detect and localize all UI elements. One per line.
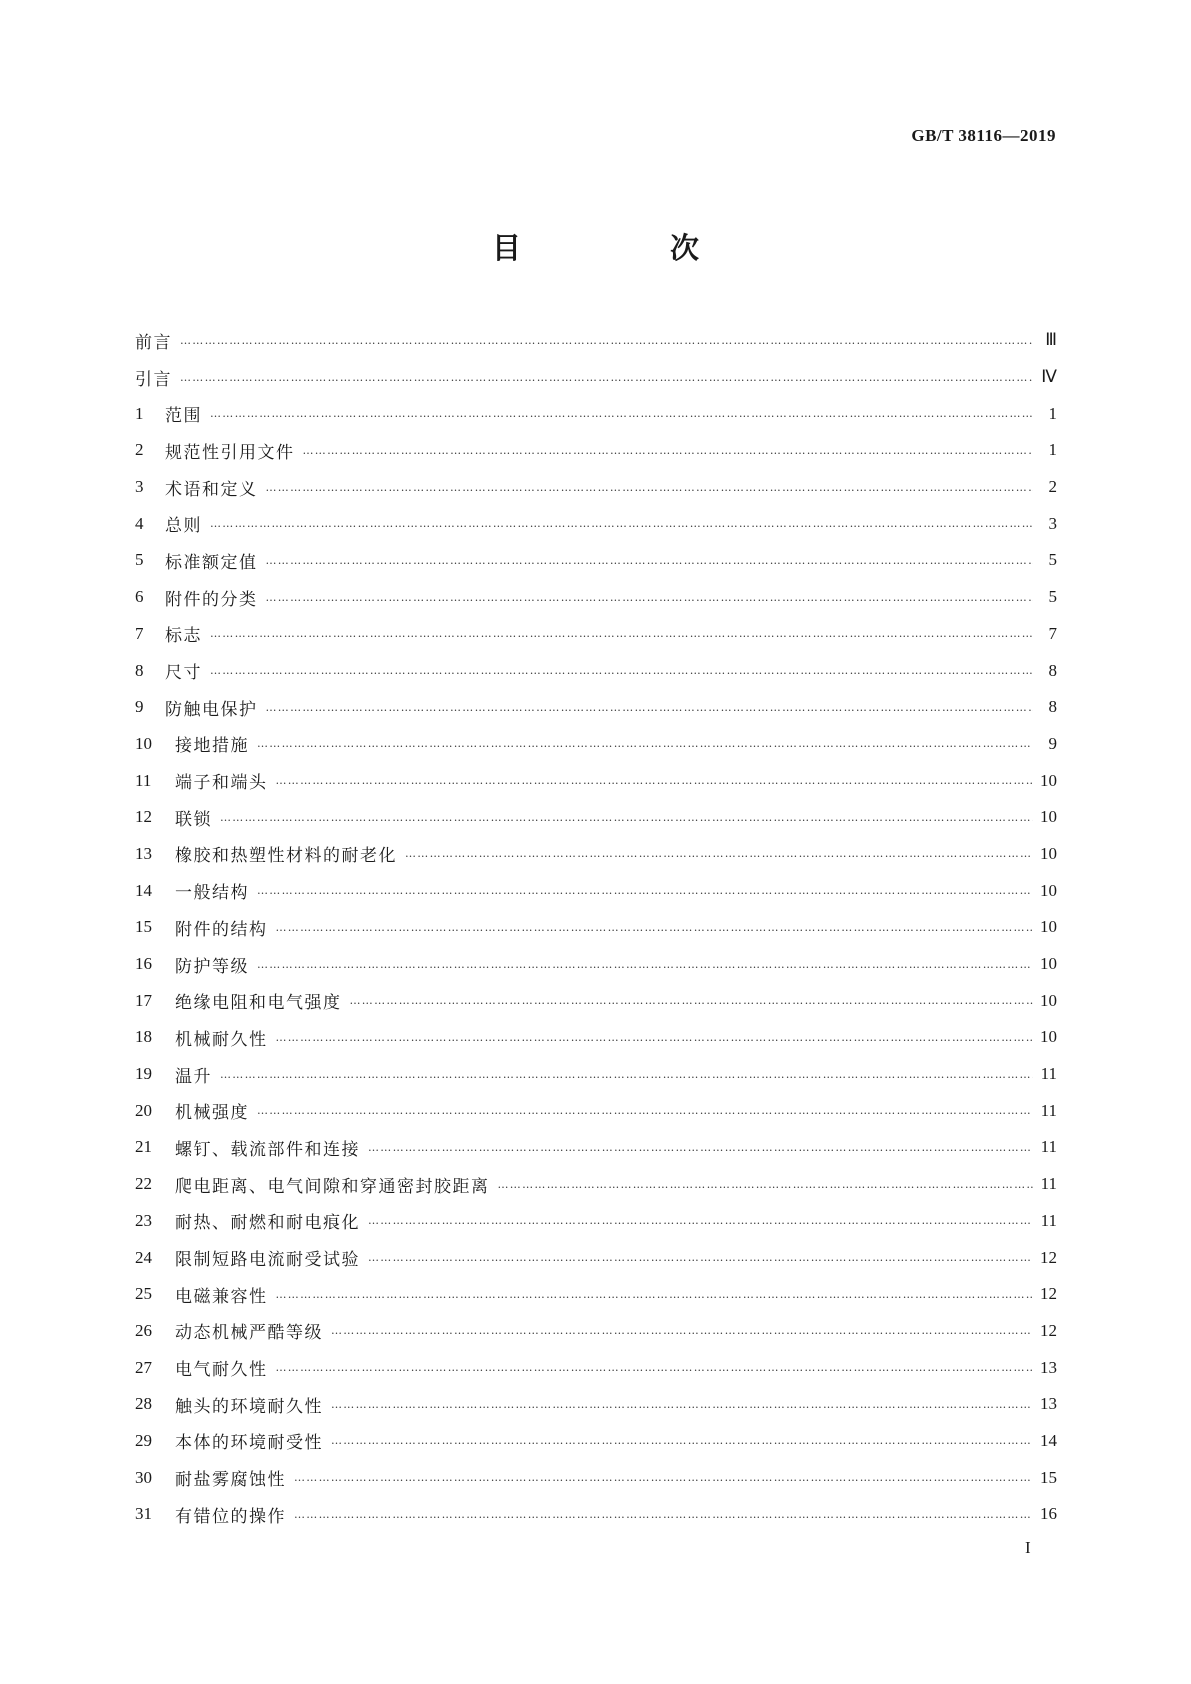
toc-entry-label: 耐热、耐燃和耐电痕化 bbox=[175, 1213, 360, 1234]
toc-entry-label: 防触电保护 bbox=[165, 699, 258, 720]
toc-entry-page: 11 bbox=[1040, 1174, 1057, 1194]
toc-entry-label: 接地措施 bbox=[175, 736, 249, 757]
toc-entry-number: 6 bbox=[135, 587, 144, 607]
toc-entry-number: 21 bbox=[135, 1137, 152, 1157]
toc-leader-dots bbox=[257, 884, 1033, 897]
toc-entry[interactable] bbox=[135, 946, 1057, 983]
toc-entry-page: 9 bbox=[1048, 733, 1057, 753]
toc-entry-page: 16 bbox=[1040, 1504, 1057, 1524]
toc-entry-number: 30 bbox=[135, 1467, 152, 1487]
toc-leader-dots bbox=[257, 737, 1033, 750]
toc-entry[interactable] bbox=[135, 1129, 1057, 1166]
toc-entry-page: 2 bbox=[1048, 477, 1057, 497]
toc-entry-number: 5 bbox=[135, 550, 144, 570]
toc-entry-label: 总则 bbox=[165, 516, 202, 537]
toc-entry-number: 11 bbox=[135, 770, 152, 790]
toc-entry[interactable] bbox=[135, 1276, 1057, 1313]
toc-entry-number: 31 bbox=[135, 1504, 152, 1524]
toc-entry-page: 5 bbox=[1048, 587, 1057, 607]
toc-leader-dots bbox=[331, 1398, 1033, 1411]
toc-entry-number: 24 bbox=[135, 1247, 152, 1267]
toc-entry[interactable] bbox=[135, 909, 1057, 946]
toc-leader-dots bbox=[276, 1031, 1034, 1044]
toc-entry[interactable] bbox=[135, 322, 1057, 359]
toc-leader-dots bbox=[331, 1324, 1033, 1337]
toc-entry[interactable] bbox=[135, 836, 1057, 873]
toc-entry[interactable] bbox=[135, 1203, 1057, 1240]
toc-entry-label: 限制短路电流耐受试验 bbox=[175, 1250, 360, 1271]
toc-entry-page: 1 bbox=[1048, 403, 1057, 423]
toc-entry-label: 耐盐雾腐蚀性 bbox=[175, 1470, 286, 1491]
toc-entry-number: 16 bbox=[135, 954, 152, 974]
toc-leader-dots bbox=[368, 1251, 1033, 1264]
toc-entry-number: 23 bbox=[135, 1210, 152, 1230]
toc-entry-label: 一般结构 bbox=[175, 883, 249, 904]
toc-leader-dots bbox=[350, 994, 1034, 1007]
toc-leader-dots bbox=[276, 921, 1034, 934]
toc-entry-page: 7 bbox=[1048, 623, 1057, 643]
toc-entry[interactable] bbox=[135, 1056, 1057, 1093]
toc-leader-dots bbox=[276, 1288, 1034, 1301]
toc-leader-dots bbox=[210, 627, 1033, 640]
toc-leader-dots bbox=[368, 1141, 1033, 1154]
toc-entry-page: 10 bbox=[1040, 843, 1057, 863]
toc-entry-label: 范围 bbox=[165, 406, 202, 427]
toc-leader-dots bbox=[180, 371, 1033, 384]
toc-entry[interactable] bbox=[135, 432, 1057, 469]
toc-entry[interactable] bbox=[135, 616, 1057, 653]
toc-entry[interactable] bbox=[135, 1459, 1057, 1496]
toc-entry-number: 10 bbox=[135, 733, 152, 753]
toc-entry-number: 8 bbox=[135, 660, 144, 680]
toc-entry[interactable] bbox=[135, 1313, 1057, 1350]
toc-entry-number: 1 bbox=[135, 403, 144, 423]
toc-entry-label: 防护等级 bbox=[175, 956, 249, 977]
toc-entry[interactable] bbox=[135, 395, 1057, 432]
toc-entry[interactable] bbox=[135, 1423, 1057, 1460]
toc-entry-label: 附件的结构 bbox=[175, 919, 268, 940]
toc-leader-dots bbox=[220, 811, 1033, 824]
toc-entry-number: 19 bbox=[135, 1064, 152, 1084]
page-title: 目 次 bbox=[491, 231, 759, 265]
toc-entry-page: 12 bbox=[1040, 1284, 1057, 1304]
table-of-contents bbox=[135, 322, 1057, 1533]
toc-entry[interactable] bbox=[135, 689, 1057, 726]
toc-entry-number: 13 bbox=[135, 843, 152, 863]
toc-entry-label: 标准额定值 bbox=[165, 552, 258, 573]
toc-entry[interactable] bbox=[135, 1386, 1057, 1423]
toc-entry[interactable] bbox=[135, 1166, 1057, 1203]
toc-entry-label: 有错位的操作 bbox=[175, 1506, 286, 1527]
toc-entry-label: 动态机械严酷等级 bbox=[175, 1323, 323, 1344]
toc-entry-label: 本体的环境耐受性 bbox=[175, 1433, 323, 1454]
toc-entry-page: 1 bbox=[1048, 440, 1057, 460]
toc-entry-page: 11 bbox=[1040, 1100, 1057, 1120]
toc-entry[interactable] bbox=[135, 1349, 1057, 1386]
toc-entry-page: 13 bbox=[1040, 1357, 1057, 1377]
toc-entry-page: 11 bbox=[1040, 1210, 1057, 1230]
toc-entry-page: 10 bbox=[1040, 917, 1057, 937]
toc-entry[interactable] bbox=[135, 469, 1057, 506]
page-number: I bbox=[1025, 1538, 1031, 1557]
toc-entry-page: 11 bbox=[1040, 1137, 1057, 1157]
toc-leader-dots bbox=[257, 1104, 1033, 1117]
toc-entry-page: 11 bbox=[1040, 1064, 1057, 1084]
standard-code: GB/T 38116—2019 bbox=[911, 126, 1056, 145]
toc-entry[interactable] bbox=[135, 505, 1057, 542]
toc-entry-number: 25 bbox=[135, 1284, 152, 1304]
toc-entry-number: 7 bbox=[135, 623, 144, 643]
toc-entry-page: 5 bbox=[1048, 550, 1057, 570]
toc-entry[interactable] bbox=[135, 1496, 1057, 1533]
toc-entry-page: 10 bbox=[1040, 880, 1057, 900]
toc-entry-page: 15 bbox=[1040, 1467, 1057, 1487]
toc-entry-label: 端子和端头 bbox=[175, 773, 268, 794]
toc-entry-page: Ⅳ bbox=[1041, 367, 1057, 387]
toc-entry[interactable] bbox=[135, 799, 1057, 836]
toc-entry[interactable] bbox=[135, 726, 1057, 763]
toc-entry-label: 引言 bbox=[135, 369, 172, 390]
toc-entry[interactable] bbox=[135, 1239, 1057, 1276]
toc-entry-number: 27 bbox=[135, 1357, 152, 1377]
toc-entry-page: 14 bbox=[1040, 1430, 1057, 1450]
toc-entry-label: 温升 bbox=[175, 1066, 212, 1087]
toc-entry-number: 14 bbox=[135, 880, 152, 900]
toc-entry-page: 8 bbox=[1048, 697, 1057, 717]
toc-leader-dots bbox=[257, 958, 1033, 971]
toc-entry-label: 机械强度 bbox=[175, 1103, 249, 1124]
toc-entry-page: 8 bbox=[1048, 660, 1057, 680]
toc-leader-dots bbox=[368, 1214, 1033, 1227]
toc-entry-page: 10 bbox=[1040, 807, 1057, 827]
toc-leader-dots bbox=[405, 847, 1033, 860]
toc-entry-label: 标志 bbox=[165, 626, 202, 647]
toc-entry-page: 10 bbox=[1040, 770, 1057, 790]
toc-entry[interactable] bbox=[135, 542, 1057, 579]
toc-leader-dots bbox=[210, 664, 1033, 677]
toc-entry-number: 17 bbox=[135, 990, 152, 1010]
toc-entry-page: 12 bbox=[1040, 1247, 1057, 1267]
toc-entry-number: 3 bbox=[135, 477, 144, 497]
toc-leader-dots bbox=[294, 1508, 1033, 1521]
toc-leader-dots bbox=[331, 1434, 1033, 1447]
toc-entry-label: 尺寸 bbox=[165, 663, 202, 684]
toc-entry-number: 2 bbox=[135, 440, 144, 460]
toc-entry-label: 附件的分类 bbox=[165, 589, 258, 610]
toc-entry-number: 9 bbox=[135, 697, 144, 717]
toc-leader-dots bbox=[180, 334, 1033, 347]
toc-entry-label: 前言 bbox=[135, 332, 172, 353]
toc-entry-label: 规范性引用文件 bbox=[165, 442, 295, 463]
toc-leader-dots bbox=[210, 407, 1033, 420]
toc-entry-page: 10 bbox=[1040, 1027, 1057, 1047]
toc-entry[interactable] bbox=[135, 762, 1057, 799]
toc-leader-dots bbox=[498, 1178, 1034, 1191]
toc-entry-label: 螺钉、载流部件和连接 bbox=[175, 1139, 360, 1160]
toc-leader-dots bbox=[210, 517, 1033, 530]
toc-entry-label: 绝缘电阻和电气强度 bbox=[175, 993, 342, 1014]
toc-entry[interactable] bbox=[135, 872, 1057, 909]
toc-entry-label: 电磁兼容性 bbox=[175, 1286, 268, 1307]
toc-entry-number: 18 bbox=[135, 1027, 152, 1047]
toc-entry-page: 12 bbox=[1040, 1320, 1057, 1340]
toc-entry-number: 29 bbox=[135, 1430, 152, 1450]
toc-leader-dots bbox=[266, 481, 1034, 494]
toc-leader-dots bbox=[276, 1361, 1034, 1374]
toc-entry-label: 触头的环境耐久性 bbox=[175, 1396, 323, 1417]
toc-entry-page: 10 bbox=[1040, 990, 1057, 1010]
toc-entry[interactable] bbox=[135, 982, 1057, 1019]
toc-entry-label: 爬电距离、电气间隙和穿通密封胶距离 bbox=[175, 1176, 490, 1197]
toc-entry-number: 15 bbox=[135, 917, 152, 937]
toc-entry[interactable] bbox=[135, 1019, 1057, 1056]
toc-entry-label: 电气耐久性 bbox=[175, 1360, 268, 1381]
toc-leader-dots bbox=[266, 554, 1034, 567]
toc-leader-dots bbox=[276, 774, 1034, 787]
toc-entry[interactable] bbox=[135, 652, 1057, 689]
toc-leader-dots bbox=[294, 1471, 1033, 1484]
toc-leader-dots bbox=[266, 701, 1034, 714]
toc-entry-page: Ⅲ bbox=[1045, 330, 1057, 350]
toc-entry-number: 22 bbox=[135, 1174, 152, 1194]
toc-entry-label: 联锁 bbox=[175, 809, 212, 830]
toc-entry-number: 26 bbox=[135, 1320, 152, 1340]
toc-leader-dots bbox=[220, 1068, 1033, 1081]
toc-entry-number: 4 bbox=[135, 513, 144, 533]
toc-entry[interactable] bbox=[135, 359, 1057, 396]
toc-entry-page: 13 bbox=[1040, 1394, 1057, 1414]
toc-entry-label: 术语和定义 bbox=[165, 479, 258, 500]
toc-entry-number: 20 bbox=[135, 1100, 152, 1120]
toc-entry-number: 28 bbox=[135, 1394, 152, 1414]
toc-entry-number: 12 bbox=[135, 807, 152, 827]
toc-entry-page: 10 bbox=[1040, 954, 1057, 974]
toc-entry[interactable] bbox=[135, 1092, 1057, 1129]
toc-entry-label: 机械耐久性 bbox=[175, 1029, 268, 1050]
toc-leader-dots bbox=[303, 444, 1034, 457]
toc-entry-label: 橡胶和热塑性材料的耐老化 bbox=[175, 846, 397, 867]
toc-leader-dots bbox=[266, 591, 1034, 604]
toc-entry[interactable] bbox=[135, 579, 1057, 616]
toc-entry-page: 3 bbox=[1048, 513, 1057, 533]
